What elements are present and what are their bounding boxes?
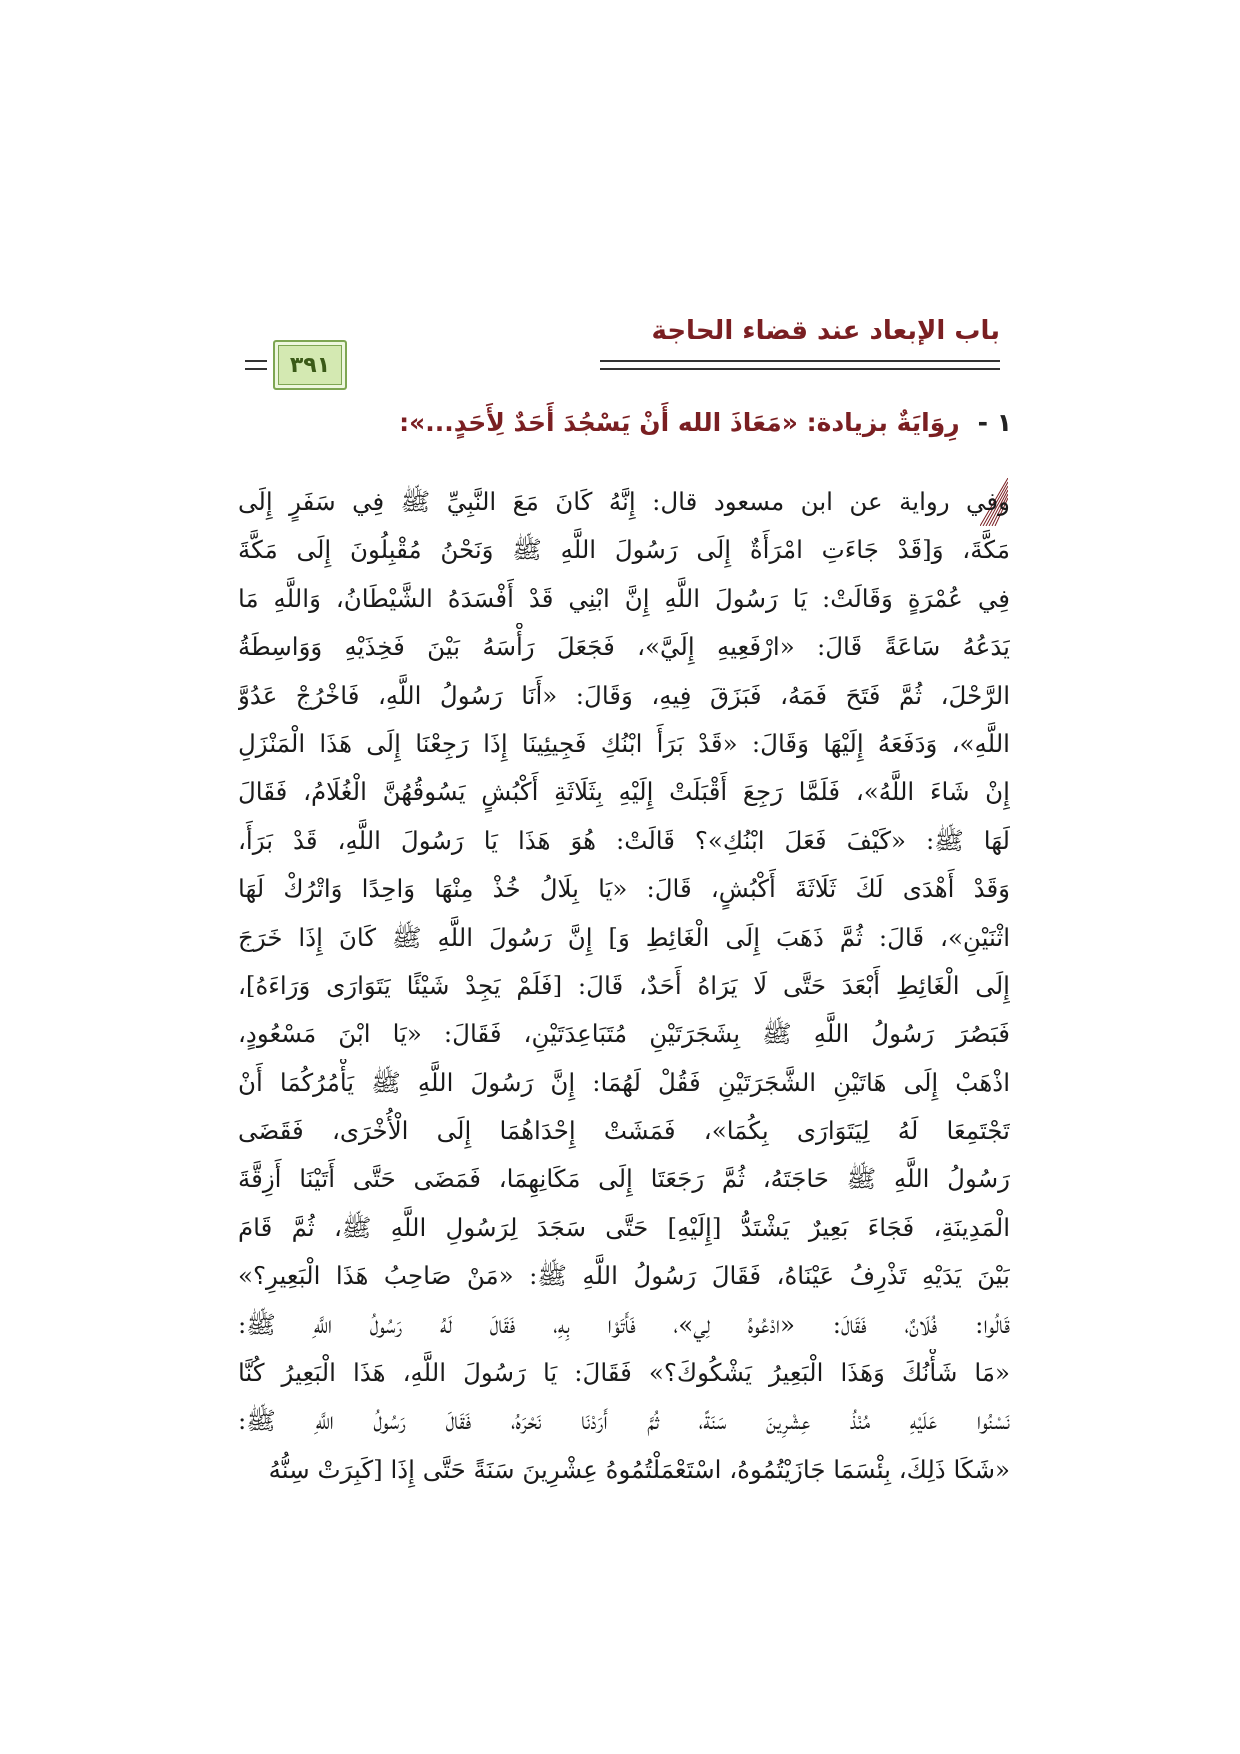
body-line: اذْهَبْ إِلَى هَاتَيْنِ الشَّجَرَتَيْنِ فَقُلْ لَهُمَا: إِنَّ رَسُولَ اللَّهِ ﷺ يَأْمُرُكُمَا أَنْ [238,1067,1010,1097]
body-line: تَجْتَمِعَا لَهُ لِيَتَوَارَى بِكُمَا»، فَمَشَتْ إِحْدَاهُمَا إِلَى الْأُخْرَى، فَقَضَى [238,1116,1010,1146]
body-line: «مَا شَأْنُكَ وَهَذَا الْبَعِيرُ يَشْكُوكَ؟» فَقَالَ: يَا رَسُولَ اللَّهِ، هَذَا الْبَعِيرُ كُنَّا [238,1358,1010,1388]
body-line: إِلَى الْغَائِطِ أَبْعَدَ حَتَّى لَا يَرَاهُ أَحَدٌ، قَالَ: [فَلَمْ يَجِدْ شَيْئًا يَتَوَارَى وَرَاءَهُ]، [238,970,1010,1000]
hadith-body [238,478,1010,1494]
page-header [245,318,1000,390]
section-number: ١ - [977,408,1012,437]
body-line: نَسْنُوا عَلَيْهِ مُنْذُ عِشْرِينَ سَنَةً، ثُمَّ أَرَدْنَا نَحْرَهُ، فَقَالَ رَسُولُ اللَّهِ ﷺ: [238,1406,1010,1436]
body-line: اثْنَيْنِ»، قَالَ: ثُمَّ ذَهَبَ إِلَى الْغَائِطِ وَ] إِنَّ رَسُولَ اللَّهِ ﷺ كَانَ إِذَا خَرَجَ [238,922,1010,952]
body-line: وفي رواية عن ابن مسعود قال: إِنَّهُ كَانَ مَعَ النَّبِيِّ ﷺ فِي سَفَرٍ إِلَى [238,487,1010,516]
body-line: يَدَعُهُ سَاعَةً قَالَ: «ارْفَعِيهِ إِلَيَّ»، فَجَعَلَ رَأْسَهُ بَيْنَ فَخِذَيْهِ وَوَاسِطَةُ [238,632,1010,662]
body-line: الْمَدِينَةِ، فَجَاءَ بَعِيرٌ يَشْتَدُّ [إِلَيْهِ] حَتَّى سَجَدَ لِرَسُولِ اللَّهِ ﷺ، ثُمَّ قَامَ [238,1212,1010,1242]
chapter-title: باب الإبعاد عند قضاء الحاجة [651,316,1000,346]
body-line: اللَّهِ»، وَدَفَعَهُ إِلَيْهَا وَقَالَ: «قَدْ بَرَأَ ابْنُكِ فَجِيئِينَا إِذَا رَجِعْنَا إِلَى هَذَا الْمَنْزَلِ [238,728,1010,758]
body-line: لَهَا ﷺ: «كَيْفَ فَعَلَ ابْنُكِ»؟ قَالَتْ: هُوَ هَذَا يَا رَسُولَ اللَّهِ، قَدْ بَرَأَ، [238,825,1010,855]
body-line: قَالُوا: فُلَانٌ، فَقَالَ: «ادْعُوهُ لِي»، فَأَتَوْا بِهِ، فَقَالَ لَهُ رَسُولُ اللَّهِ ﷺ: [238,1309,1010,1339]
header-rule-top-right [600,360,1000,362]
body-line: الرَّحْلَ، ثُمَّ فَتَحَ فَمَهُ، فَبَزَقَ فِيهِ، وَقَالَ: «أَنَا رَسُولُ اللَّهِ، فَاخْرُجْ عَدُوَّ [238,680,1010,710]
body-line: إِنْ شَاءَ اللَّهُ»، فَلَمَّا رَجِعَ أَقْبَلَتْ إِلَيْهِ بِثَلَاثَةِ أَكْبُشٍ يَسُوقُهُنَّ الْغُلَامُ، فَقَالَ [238,777,1010,807]
page-number: ٣٩١ [289,352,331,378]
page-number-badge [273,340,347,390]
body-line: مَكَّةَ، وَ[قَدْ جَاءَتِ امْرَأَةٌ إِلَى رَسُولَ اللَّهِ ﷺ وَنَحْنُ مُقْبِلُونَ إِلَى مَكَّةَ [238,535,1010,565]
body-line: فَبَصُرَ رَسُولُ اللَّهِ ﷺ بِشَجَرَتَيْنِ مُتَبَاعِدَتَيْنِ، فَقَالَ: «يَا ابْنَ مَسْعُودٍ، [238,1019,1010,1049]
body-line: وَقَدْ أَهْدَى لَكَ ثَلَاثَةَ أَكْبُشٍ، قَالَ: «يَا بِلَالُ خُذْ مِنْهَا وَاحِدًا وَاتْرُكْ لَهَا [238,874,1010,904]
body-line: «شَكَا ذَلِكَ، بِئْسَمَا جَازَيْتُمُوهُ، اسْتَعْمَلْتُمُوهُ عِشْرِينَ سَنَةً حَتَّى إِذَا [كَبِرَتْ سِنُّهُ [268,1454,1010,1484]
header-rule-top-left [245,360,267,362]
header-rule-bottom-left [245,368,267,370]
header-rule-bottom-right [600,368,1000,370]
body-line: رَسُولُ اللَّهِ ﷺ حَاجَتَهُ، ثُمَّ رَجَعَتَا إِلَى مَكَانِهِمَا، فَمَضَى حَتَّى أَتَيْنَا أَزِقَّةَ [238,1164,1010,1194]
body-line: بَيْنَ يَدَيْهِ تَذْرِفُ عَيْنَاهُ، فَقَالَ رَسُولُ اللَّهِ ﷺ: «مَنْ صَاحِبُ هَذَا الْبَعِيرِ؟» [238,1261,1010,1291]
section-heading-text: رِوَايَةٌ بزيادة: «مَعَاذَ الله أَنْ يَسْجُدَ أَحَدٌ لِأَحَدٍ...»: [399,408,960,437]
section-heading [399,408,1012,437]
body-line: فِي عُمْرَةٍ وَقَالَتْ: يَا رَسُولَ اللَّهِ إِنَّ ابْنِي قَدْ أَفْسَدَهُ الشَّيْطَانُ، وَاللَّهِ مَا [238,583,1010,613]
